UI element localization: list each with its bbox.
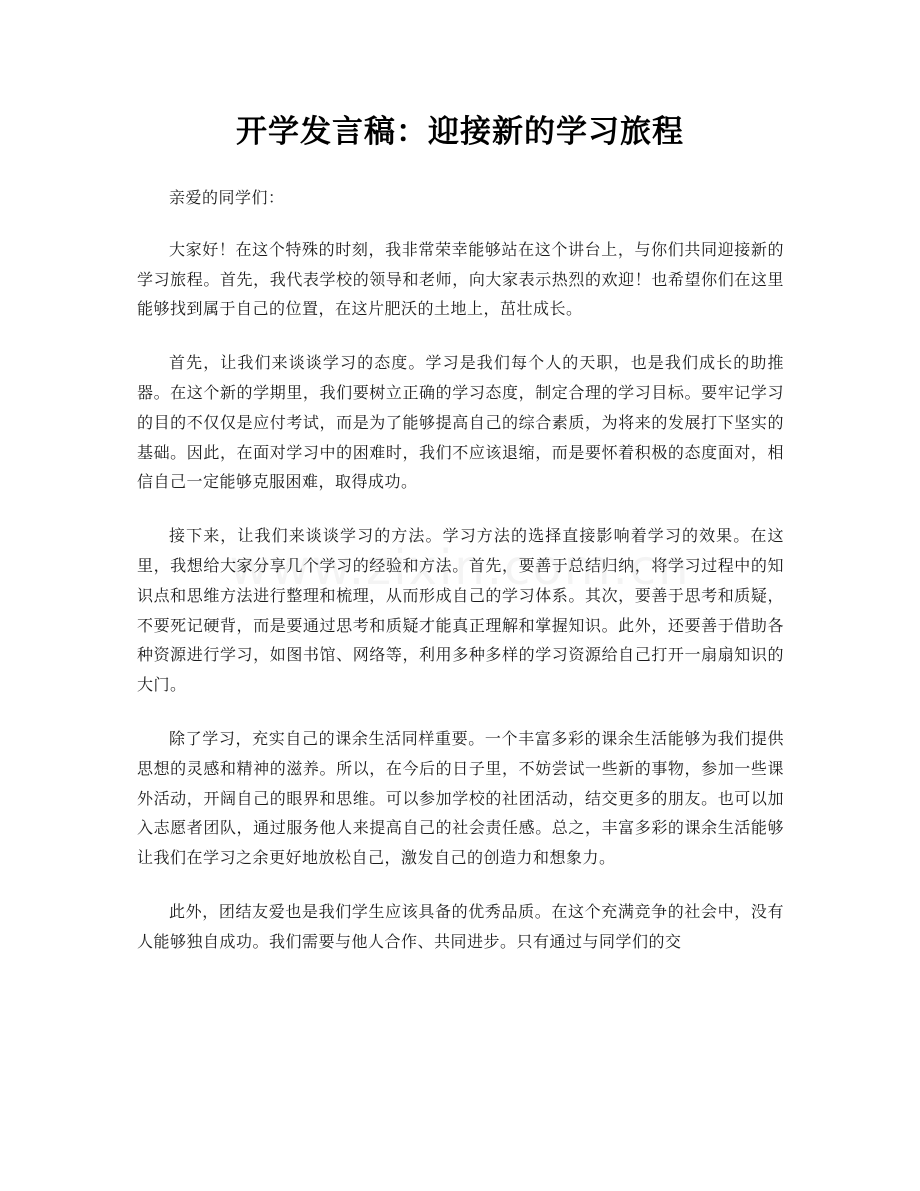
body-paragraph: 除了学习，充实自己的课余生活同样重要。一个丰富多彩的课余生活能够为我们提供思想的灵感和精神的滋养。所以，在今后的日子里，不妨尝试一些新的事物，参加一些课外活动，开阔自己的眼界和思维。可以参加学校的社团活动，结交更多的朋友。也可以加入志愿者团队，通过服务他人来提高自己的社会责任感。总之，丰富多彩的课余生活能够让我们在学习之余更好地放松自己，激发自己的创造力和想象力。 [137, 728, 784, 868]
document-title: 开学发言稿：迎接新的学习旅程 [236, 114, 684, 150]
body-paragraph: 首先，让我们来谈谈学习的态度。学习是我们每个人的天职，也是我们成长的助推器。在这个新的学期里，我们要树立正确的学习态度，制定合理的学习目标。要牢记学习的目的不仅仅是应付考试，而是为了能够提高自己的综合素质，为将来的发展打下坚实的基础。因此，在面对学习中的困难时，我们不应该退缩，而是要怀着积极的态度面对，相信自己一定能够克服困难，取得成功。 [137, 353, 784, 492]
body-paragraph: 大家好！在这个特殊的时刻，我非常荣幸能够站在这个讲台上，与你们共同迎接新的学习旅程。首先，我代表学校的领导和老师，向大家表示热烈的欢迎！也希望你们在这里能够找到属于自己的位置，在这片肥沃的土地上，茁壮成长。 [137, 239, 784, 319]
body-paragraph: 接下来，让我们来谈谈学习的方法。学习方法的选择直接影响着学习的效果。在这里，我想给大家分享几个学习的经验和方法。首先，要善于总结归纳，将学习过程中的知识点和思维方法进行整理和梳理，从而形成自己的学习体系。其次，要善于思考和质疑，不要死记硬背，而是要通过思考和质疑才能真正理解和掌握知识。此外，还要善于借助各种资源进行学习，如图书馆、网络等，利用多种多样的学习资源给自己打开一扇扇知识的大门。 [137, 526, 784, 695]
body-paragraph: 此外，团结友爱也是我们学生应该具备的优秀品质。在这个充满竞争的社会中，没有人能够独自成功。我们需要与他人合作、共同进步。只有通过与同学们的交 [137, 901, 784, 951]
document-body [137, 183, 784, 981]
salutation-paragraph: 亲爱的同学们： [169, 188, 285, 207]
